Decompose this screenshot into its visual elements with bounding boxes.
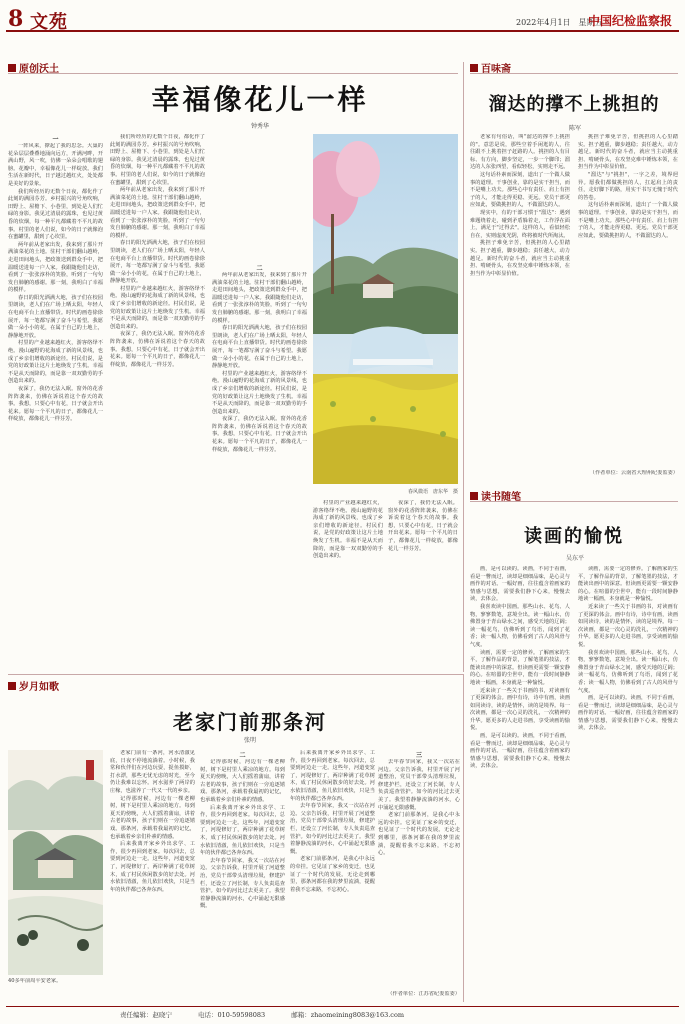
- column-divider: [463, 62, 464, 672]
- article-body-column: [313, 500, 383, 668]
- paragraph: "溜达"与"挑担"，一字之差，境界迥异。愿我们都做挑担的人，扛起肩上的责任，走好脚下的路，用实干书写无愧于时代的答卷。: [578, 171, 678, 201]
- photo-caption: 春风微语 唐东华 摄: [407, 489, 458, 495]
- spring-landscape-illustration: [313, 134, 458, 484]
- article-body-column: [8, 143, 103, 668]
- footer-editor: 责任编辑：赵晓宁: [120, 1011, 172, 1019]
- column-divider: [463, 674, 464, 1002]
- paragraph: 去年春节回家，我又一次站在河边。父亲告诉我，村里开展了河道整治，党员干部带头清理垃圾，修建护栏，还设立了河长制，专人负责巡查管护。如今的河比过去更美了。我望着静静流淌的河水，心中涌起无限感慨。: [200, 857, 285, 910]
- section-rule: [470, 73, 678, 74]
- square-icon: [8, 64, 16, 72]
- section-rule: [8, 674, 463, 675]
- paragraph: 春日的阳光洒满大地，孩子们在校园里朗读，老人们在广场上晒太阳，年轻人在电商平台上直播带货。时代的画卷徐徐展开，每一笔都写满了奋斗与希望。我愿做一朵小小的花，在属于自己的土地上，静静地开放。: [212, 325, 307, 370]
- article-body-column: [388, 500, 458, 668]
- paragraph: 近来读了一些关于书画的书，对读画有了更深的体会。画中有诗，诗中有画，读画如同读诗，读的是情怀，读的是境界。每一次读画，都是一次心灵的洗礼，一次精神的升华。愿更多的人走进书画，享受读画的愉悦。: [470, 687, 570, 732]
- footer: [120, 1010, 404, 1019]
- column-heading-suiyue: 岁月如歌: [8, 678, 59, 693]
- paragraph: 两年前从老家出发，我来到了那片开满油菜花的土地。驻村干部们翻山越岭，走进田间地头，把政策送到群众手中，把温暖送进每一户人家。我跟随他们走访，看到了一张张淳朴的笑脸，听到了一句句发自肺腑的感谢。那一刻，我明白了幸福的模样。: [212, 272, 307, 324]
- paragraph: 后来我离开家乡外出求学、工作，很少再回到老家。每次回去，总要到河边走一走。这些年，河道变宽了，河堤修好了，两岸种满了花草树木，成了村民休闲散步的好去处。河水依旧清澈，鱼儿依旧欢快，只是当年的伙伴都已各奔东西。: [110, 841, 195, 893]
- section-mark: 二: [239, 752, 246, 759]
- paragraph: 记得那时候，河边有一棵老柳树，树下是村里人乘凉的地方。每到夏天的傍晚，大人们摇着蒲扇，讲着古老的故事，孩子们则在一旁追逐嬉戏。那条河，承载着我最初的记忆，也承载着乡亲们朴素的情感。: [110, 795, 195, 840]
- paragraph: 后来我离开家乡外出求学、工作，很少再回到老家。每次回去，总要到河边走一走。这些年，河道变宽了，河堤修好了，两岸种满了花草树木，成了村民休闲散步的好去处。河水依旧清澈，鱼儿依旧欢快，只是当年的伙伴都已各奔东西。: [290, 750, 375, 802]
- article-body-column: [212, 272, 307, 668]
- paragraph: 我们所经历的无数个日夜，都化作了此刻的满园芬芳。乡村振兴的号角吹响，田野上、屋檐下、小巷里，到处是人们忙碌的身影。我见过清晨的露珠，也见过黄昏的炊烟，每一种平凡都藏着不平凡的故事。村里的老人们说，如今的日子就像泡在蜜罐里，甜到了心坎里。: [8, 188, 103, 241]
- paragraph: 两年前从老家出发，我来到了那片开满油菜花的土地。驻村干部们翻山越岭，走进田间地头，把政策送到群众手中，把温暖送进每一户人家。我跟随他们走访，看到了一张张淳朴的笑脸，听到了一句句发自肺腑的感谢。那一刻，我明白了幸福的模样。: [8, 241, 103, 294]
- section-rule: [470, 501, 678, 502]
- newspaper-logo: 中国纪检监察报: [588, 14, 673, 28]
- paragraph: 春日的阳光洒满大地，孩子们在校园里朗读，老人们在广场上晒太阳，年轻人在电商平台上直播带货。时代的画卷徐徐展开，每一笔都写满了奋斗与希望。我愿做一朵小小的花，在属于自己的土地上，静静地开放。: [8, 294, 103, 339]
- section-title: 文苑: [30, 12, 68, 33]
- paragraph: 夜深了，我仍无法入眠。窗外的花香阵阵袭来，仿佛在诉说着这个春天的故事。我想，只要心中有花，日子就会开出花来。愿每一个平凡的日子，都像花儿一样绽放，都像花儿一样芬芳。: [110, 331, 205, 368]
- painting-caption: 40多年前周平安老家。: [8, 978, 62, 984]
- paragraph: 去年春节回家，我又一次站在河边。父亲告诉我，村里开展了河道整治，党员干部带头清理垃圾，修建护栏，还设立了河长制，专人负责巡查管护。如今的河比过去更美了。我望着静静流淌的河水，心中涌起无限感慨。: [290, 803, 375, 855]
- article-body-column: [200, 759, 285, 1000]
- article-author: 吴东平: [565, 555, 584, 562]
- page-number: 8: [8, 6, 24, 32]
- article-body-column: [378, 759, 460, 990]
- paragraph: 老家门前那条河，是我心中永远的牵挂。它见证了家乡的变迁，也见证了一个时代的发展。无论走到哪里，那条河都在我的梦里流淌，提醒着我不忘来路，不忘初心。: [290, 856, 375, 893]
- article-body-column: [470, 566, 570, 998]
- article-title: 幸福像花儿一样: [151, 83, 369, 116]
- paragraph: 夜深了，我仍无法入眠。窗外的花香阵阵袭来，仿佛在诉说着这个春天的故事。我想，只要心中有花，日子就会开出花来。愿每一个平凡的日子，都像花儿一样绽放，都像花儿一样芬芳。: [212, 416, 307, 453]
- paragraph: 夜深了，我仍无法入眠。窗外的花香阵阵袭来，仿佛在诉说着这个春天的故事。我想，只要心中有花，日子就会开出花来。愿每一个平凡的日子，都像花儿一样绽放，都像花儿一样芬芳。: [8, 386, 103, 423]
- article-author: 陈军: [568, 125, 581, 132]
- paragraph: 近来读了一些关于书画的书，对读画有了更深的体会。画中有诗，诗中有画，读画如同读诗，读的是情怀，读的是境界。每一次读画，都是一次心灵的洗礼，一次精神的升华。愿更多的人走进书画，享受读画的愉悦。: [578, 603, 678, 648]
- article-body-column: [578, 134, 678, 469]
- article-author: 张明: [243, 737, 256, 744]
- paragraph: 现实中，有的干部习惯于"溜达"：遇到难题绕着走，碰到矛盾躲着走，工作浮在面上，满足于"过得去"。这样的人，看似轻松自在，实则虚度光阴，终将被时代所淘汰。: [470, 209, 570, 239]
- paragraph: 我喜欢读中国画。那些山水、花鸟、人物，寥寥数笔，意境全出。读一幅山水，仿佛置身于青山绿水之间，感受天地的辽阔；读一幅花鸟，仿佛听到了鸟语，闻到了花香；读一幅人物，仿佛看到了古人的风骨与气度。: [578, 649, 678, 694]
- paragraph: 村里的产业越来越红火，游客络绎不绝。漫山遍野的花海成了新的风景线，也成了乡亲们增收的新途径。村民们说，是党的好政策让这片土地焕发了生机。幸福不是从天而降的，而是靠一双双勤劳的手创造出来的。: [313, 500, 383, 560]
- square-icon: [8, 682, 16, 690]
- column-heading-original: 原创沃土: [8, 60, 59, 75]
- article-body-column: [578, 566, 678, 998]
- ink-painting: [8, 750, 103, 975]
- paragraph: 这句话朴素而深刻，道出了一个做人做事的道理。干事创业，靠的是实干担当，而不是嘴上功夫。那些心中有责任、肩上有担子的人，才能走得更稳、更远。党员干部更应如此，要做挑担的人，不做溜达的人。: [578, 202, 678, 239]
- paragraph: 我们所经历的无数个日夜，都化作了此刻的满园芬芳。乡村振兴的号角吹响，田野上、屋檐下、小巷里，到处是人们忙碌的身影。我见过清晨的露珠，也见过黄昏的炊烟，每一种平凡都藏着不平凡的故事。村里的老人们说，如今的日子就像泡在蜜罐里，甜到了心坎里。: [110, 134, 205, 186]
- paragraph: 读画，需要一定的修养。了解画家的生平，了解作品的背景，了解笔墨的技法，才能读出画中的深意。但读画更需要一颗安静的心。在喧嚣的尘世中，能有一段时间静静地读一幅画，本身就是一种愉悦。: [578, 566, 678, 603]
- section-mark: 三: [415, 752, 422, 759]
- paragraph: 一阵风来，撩起了我的思念。大巢的花朵层层叠叠地涌向远方，开满河畔，开满山野，风一吹，仿佛一朵朵会唱歌的翅膀。花瓣中，幸福像花儿一样绽放。我们生活在新时代，日子越过越红火，处处都是美好的景象。: [8, 143, 103, 187]
- author-note: （作者单位：云南省大理州纪委监委）: [589, 470, 678, 476]
- paragraph: 老家门前那条河，是我心中永远的牵挂。它见证了家乡的变迁，也见证了一个时代的发展。无论走到哪里，那条河都在我的梦里流淌，提醒着我不忘来路，不忘初心。: [378, 812, 460, 857]
- footer-phone: 电话：010-59598083: [198, 1011, 266, 1019]
- author-note: （作者单位：江苏省纪委监委）: [387, 991, 460, 997]
- header-rule: [6, 30, 679, 32]
- paragraph: 两年前从老家出发，我来到了那片开满油菜花的土地。驻村干部们翻山越岭，走进田间地头，把政策送到群众手中，把温暖送进每一户人家。我跟随他们走访，看到了一张张淳朴的笑脸，听到了一句句发自肺腑的感谢。那一刻，我明白了幸福的模样。: [110, 187, 205, 239]
- column-heading-baiwei: 百味斋: [470, 60, 511, 75]
- paragraph: 夜深了，我仍无法入眠。窗外的花香阵阵袭来，仿佛在诉说着这个春天的故事。我想，只要心中有花，日子就会开出花来。愿每一个平凡的日子，都像花儿一样绽放，都像花儿一样芬芳。: [388, 500, 458, 552]
- column-heading-dushu: 读书随笔: [470, 488, 521, 503]
- article-body-column: [110, 750, 195, 1000]
- footer-email: 邮箱：zhaomeining8083@163.com: [291, 1011, 405, 1019]
- landscape-photo: [313, 134, 458, 484]
- paragraph: 后来我离开家乡外出求学、工作，很少再回到老家。每次回去，总要到河边走一走。这些年，河道变宽了，河堤修好了，两岸种满了花草树木，成了村民休闲散步的好去处。河水依旧清澈，鱼儿依旧欢快，只是当年的伙伴都已各奔东西。: [200, 804, 285, 857]
- article-body-column: [470, 134, 570, 479]
- section-rule: [8, 73, 458, 74]
- square-icon: [470, 64, 478, 72]
- paragraph: 春日的阳光洒满大地，孩子们在校园里朗读，老人们在广场上晒太阳，年轻人在电商平台上直播带货。时代的画卷徐徐展开，每一笔都写满了奋斗与希望。我愿做一朵小小的花，在属于自己的土地上，静静地开放。: [110, 240, 205, 285]
- article-body-column: [290, 750, 375, 1000]
- article-body-column: [110, 134, 205, 668]
- square-icon: [470, 492, 478, 500]
- article-author: 钟秀华: [250, 123, 269, 130]
- paragraph: 我喜欢读中国画。那些山水、花鸟、人物，寥寥数笔，意境全出。读一幅山水，仿佛置身于青山绿水之间，感受天地的辽阔；读一幅花鸟，仿佛听到了鸟语，闻到了花香；读一幅人物，仿佛看到了古人的风骨与气度。: [470, 603, 570, 648]
- paragraph: 挑担子难免辛苦，但挑担的人心里踏实。担子越重，脚步越稳；责任越大，动力越足。新时代的奋斗者，就应当主动挑重担、啃硬骨头，在攻坚克难中锤炼本领，在担当作为中彰显价值。: [578, 134, 678, 171]
- issue-date: 2022年4月1日 星期五: [516, 18, 603, 27]
- article-title: 读画的愉悦: [524, 526, 624, 547]
- paragraph: 这句话朴素而深刻，道出了一个做人做事的道理。干事创业，靠的是实干担当，而不是嘴上功夫。那些心中有责任、肩上有担子的人，才能走得更稳、更远。党员干部更应如此，要做挑担的人，不做溜达的人。: [470, 171, 570, 209]
- article-title: 溜达的撑不上挑担的: [488, 94, 660, 115]
- paragraph: 画，是可以读的。读画，不同于看画，看是一瞥而过，读却是细细品味，是心灵与画作的对话。一幅好画，往往蕴含着画家的情感与思想，需要我们静下心来，慢慢去读，去体会。: [470, 733, 570, 770]
- paragraph: 村里的产业越来越红火，游客络绎不绝。漫山遍野的花海成了新的风景线，也成了乡亲们增收的新途径。村民们说，是党的好政策让这片土地焕发了生机。幸福不是从天而降的，而是靠一双双勤劳的手创造出来的。: [8, 340, 103, 385]
- paragraph: 画，是可以读的。读画，不同于看画，看是一瞥而过，读却是细细品味，是心灵与画作的对话。一幅好画，往往蕴含着画家的情感与思想，需要我们静下心来，慢慢去读，去体会。: [470, 566, 570, 603]
- paragraph: 读画，需要一定的修养。了解画家的生平，了解作品的背景，了解笔墨的技法，才能读出画中的深意。但读画更需要一颗安静的心。在喧嚣的尘世中，能有一段时间静静地读一幅画，本身就是一种愉悦。: [470, 649, 570, 686]
- paragraph: 挑担子难免辛苦，但挑担的人心里踏实。担子越重，脚步越稳；责任越大，动力越足。新时代的奋斗者，就应当主动挑重担、啃硬骨头，在攻坚克难中锤炼本领，在担当作为中彰显价值。: [470, 240, 570, 277]
- paragraph: 老家有句俗话，叫"溜达的撑不上挑担的"。意思是说，那些空着手闲逛的人，往往跟不上挑着担子赶路的人。挑担的人有目标、有方向，脚步坚定，一步一个脚印；溜达的人东张西望，看似轻松，实则走不远。: [470, 134, 570, 171]
- article-title: 老家门前那条河: [173, 710, 327, 734]
- paragraph: 去年春节回家，我又一次站在河边。父亲告诉我，村里开展了河道整治，党员干部带头清理垃圾，修建护栏，还设立了河长制，专人负责巡查管护。如今的河比过去更美了。我望着静静流淌的河水，心中涌起无限感慨。: [378, 759, 460, 811]
- paragraph: 村里的产业越来越红火，游客络绎不绝。漫山遍野的花海成了新的风景线，也成了乡亲们增收的新途径。村民们说，是党的好政策让这片土地焕发了生机。幸福不是从天而降的，而是靠一双双勤劳的手创造出来的。: [110, 285, 205, 330]
- paragraph: 老家门前有一条河，河水清澈见底，日夜不停地流淌着。小时候，我常和伙伴们在河边玩耍，捉鱼摸虾，打水漂，那些无忧无虑的时光，至今仍让我难以忘怀。河水滋养了两岸的庄稼，也滋养了一代又一代的乡亲。: [110, 750, 195, 794]
- footer-rule: [6, 1006, 679, 1007]
- ink-painting-illustration: [8, 750, 103, 975]
- paragraph: 画，是可以读的。读画，不同于看画，看是一瞥而过，读却是细细品味，是心灵与画作的对话。一幅好画，往往蕴含着画家的情感与思想，需要我们静下心来，慢慢去读，去体会。: [578, 695, 678, 732]
- section-mark: 二: [256, 265, 263, 272]
- paragraph: 村里的产业越来越红火，游客络绎不绝。漫山遍野的花海成了新的风景线，也成了乡亲们增收的新途径。村民们说，是党的好政策让这片土地焕发了生机。幸福不是从天而降的，而是靠一双双勤劳的手创造出来的。: [212, 370, 307, 415]
- section-mark: 一: [52, 136, 59, 143]
- paragraph: 记得那时候，河边有一棵老柳树，树下是村里人乘凉的地方。每到夏天的傍晚，大人们摇着蒲扇，讲着古老的故事，孩子们则在一旁追逐嬉戏。那条河，承载着我最初的记忆，也承载着乡亲们朴素的情感。: [200, 759, 285, 803]
